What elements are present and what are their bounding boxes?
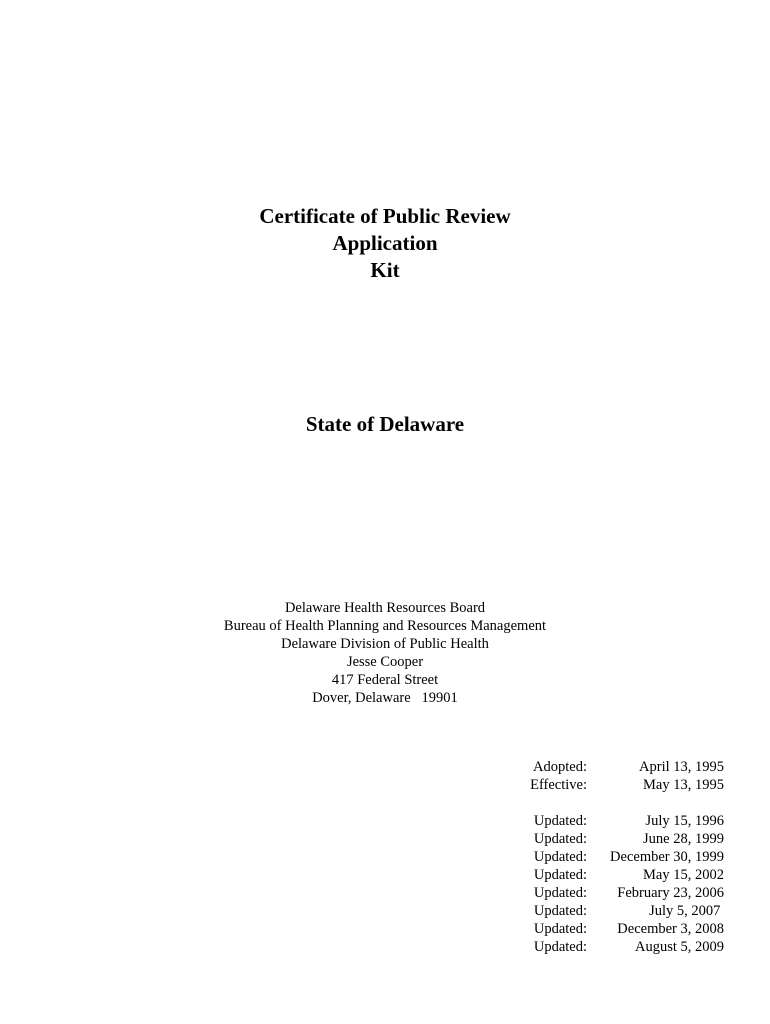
date-label: Effective: bbox=[530, 777, 587, 793]
date-row-updated bbox=[520, 830, 724, 848]
date-label: Adopted: bbox=[533, 759, 587, 775]
address-city: Dover, Delaware 19901 bbox=[312, 690, 458, 706]
date-label: Updated: bbox=[533, 921, 587, 937]
date-value: December 3, 2008 bbox=[617, 921, 724, 937]
date-value: February 23, 2006 bbox=[617, 885, 724, 901]
address-board: Delaware Health Resources Board bbox=[284, 600, 486, 616]
date-row-adopted bbox=[520, 758, 724, 776]
date-label: Updated: bbox=[533, 903, 587, 919]
date-label: Updated: bbox=[533, 867, 587, 883]
date-label: Updated: bbox=[533, 813, 587, 829]
date-row-updated bbox=[520, 866, 724, 884]
date-row-updated bbox=[520, 812, 724, 830]
date-row-updated bbox=[520, 920, 724, 938]
address-street: 417 Federal Street bbox=[331, 672, 439, 688]
date-label: Updated: bbox=[533, 831, 587, 847]
date-value: May 13, 1995 bbox=[643, 777, 724, 793]
title-line-1: Certificate of Public Review bbox=[259, 204, 511, 228]
document-title bbox=[0, 203, 770, 284]
address-block bbox=[0, 599, 770, 707]
title-line-2: Application bbox=[332, 231, 438, 255]
date-value: July 5, 2007 bbox=[649, 903, 724, 919]
date-value: May 15, 2002 bbox=[643, 867, 724, 883]
state-heading: State of Delaware bbox=[305, 412, 465, 436]
date-value: April 13, 1995 bbox=[639, 759, 724, 775]
title-line-3: Kit bbox=[370, 258, 400, 282]
address-bureau: Bureau of Health Planning and Resources Management bbox=[223, 618, 547, 634]
address-contact: Jesse Cooper bbox=[346, 654, 424, 670]
date-value: August 5, 2009 bbox=[634, 939, 724, 955]
date-row-updated bbox=[520, 848, 724, 866]
revision-dates bbox=[520, 758, 724, 956]
date-value: June 28, 1999 bbox=[643, 831, 724, 847]
address-division: Delaware Division of Public Health bbox=[281, 636, 489, 652]
date-row-effective bbox=[520, 776, 724, 794]
date-label: Updated: bbox=[533, 885, 587, 901]
date-value: December 30, 1999 bbox=[610, 849, 724, 865]
date-label: Updated: bbox=[533, 849, 587, 865]
date-value: July 15, 1996 bbox=[645, 813, 724, 829]
date-row-updated bbox=[520, 902, 724, 920]
date-label: Updated: bbox=[533, 939, 587, 955]
date-row-updated bbox=[520, 884, 724, 902]
date-row-updated bbox=[520, 938, 724, 956]
